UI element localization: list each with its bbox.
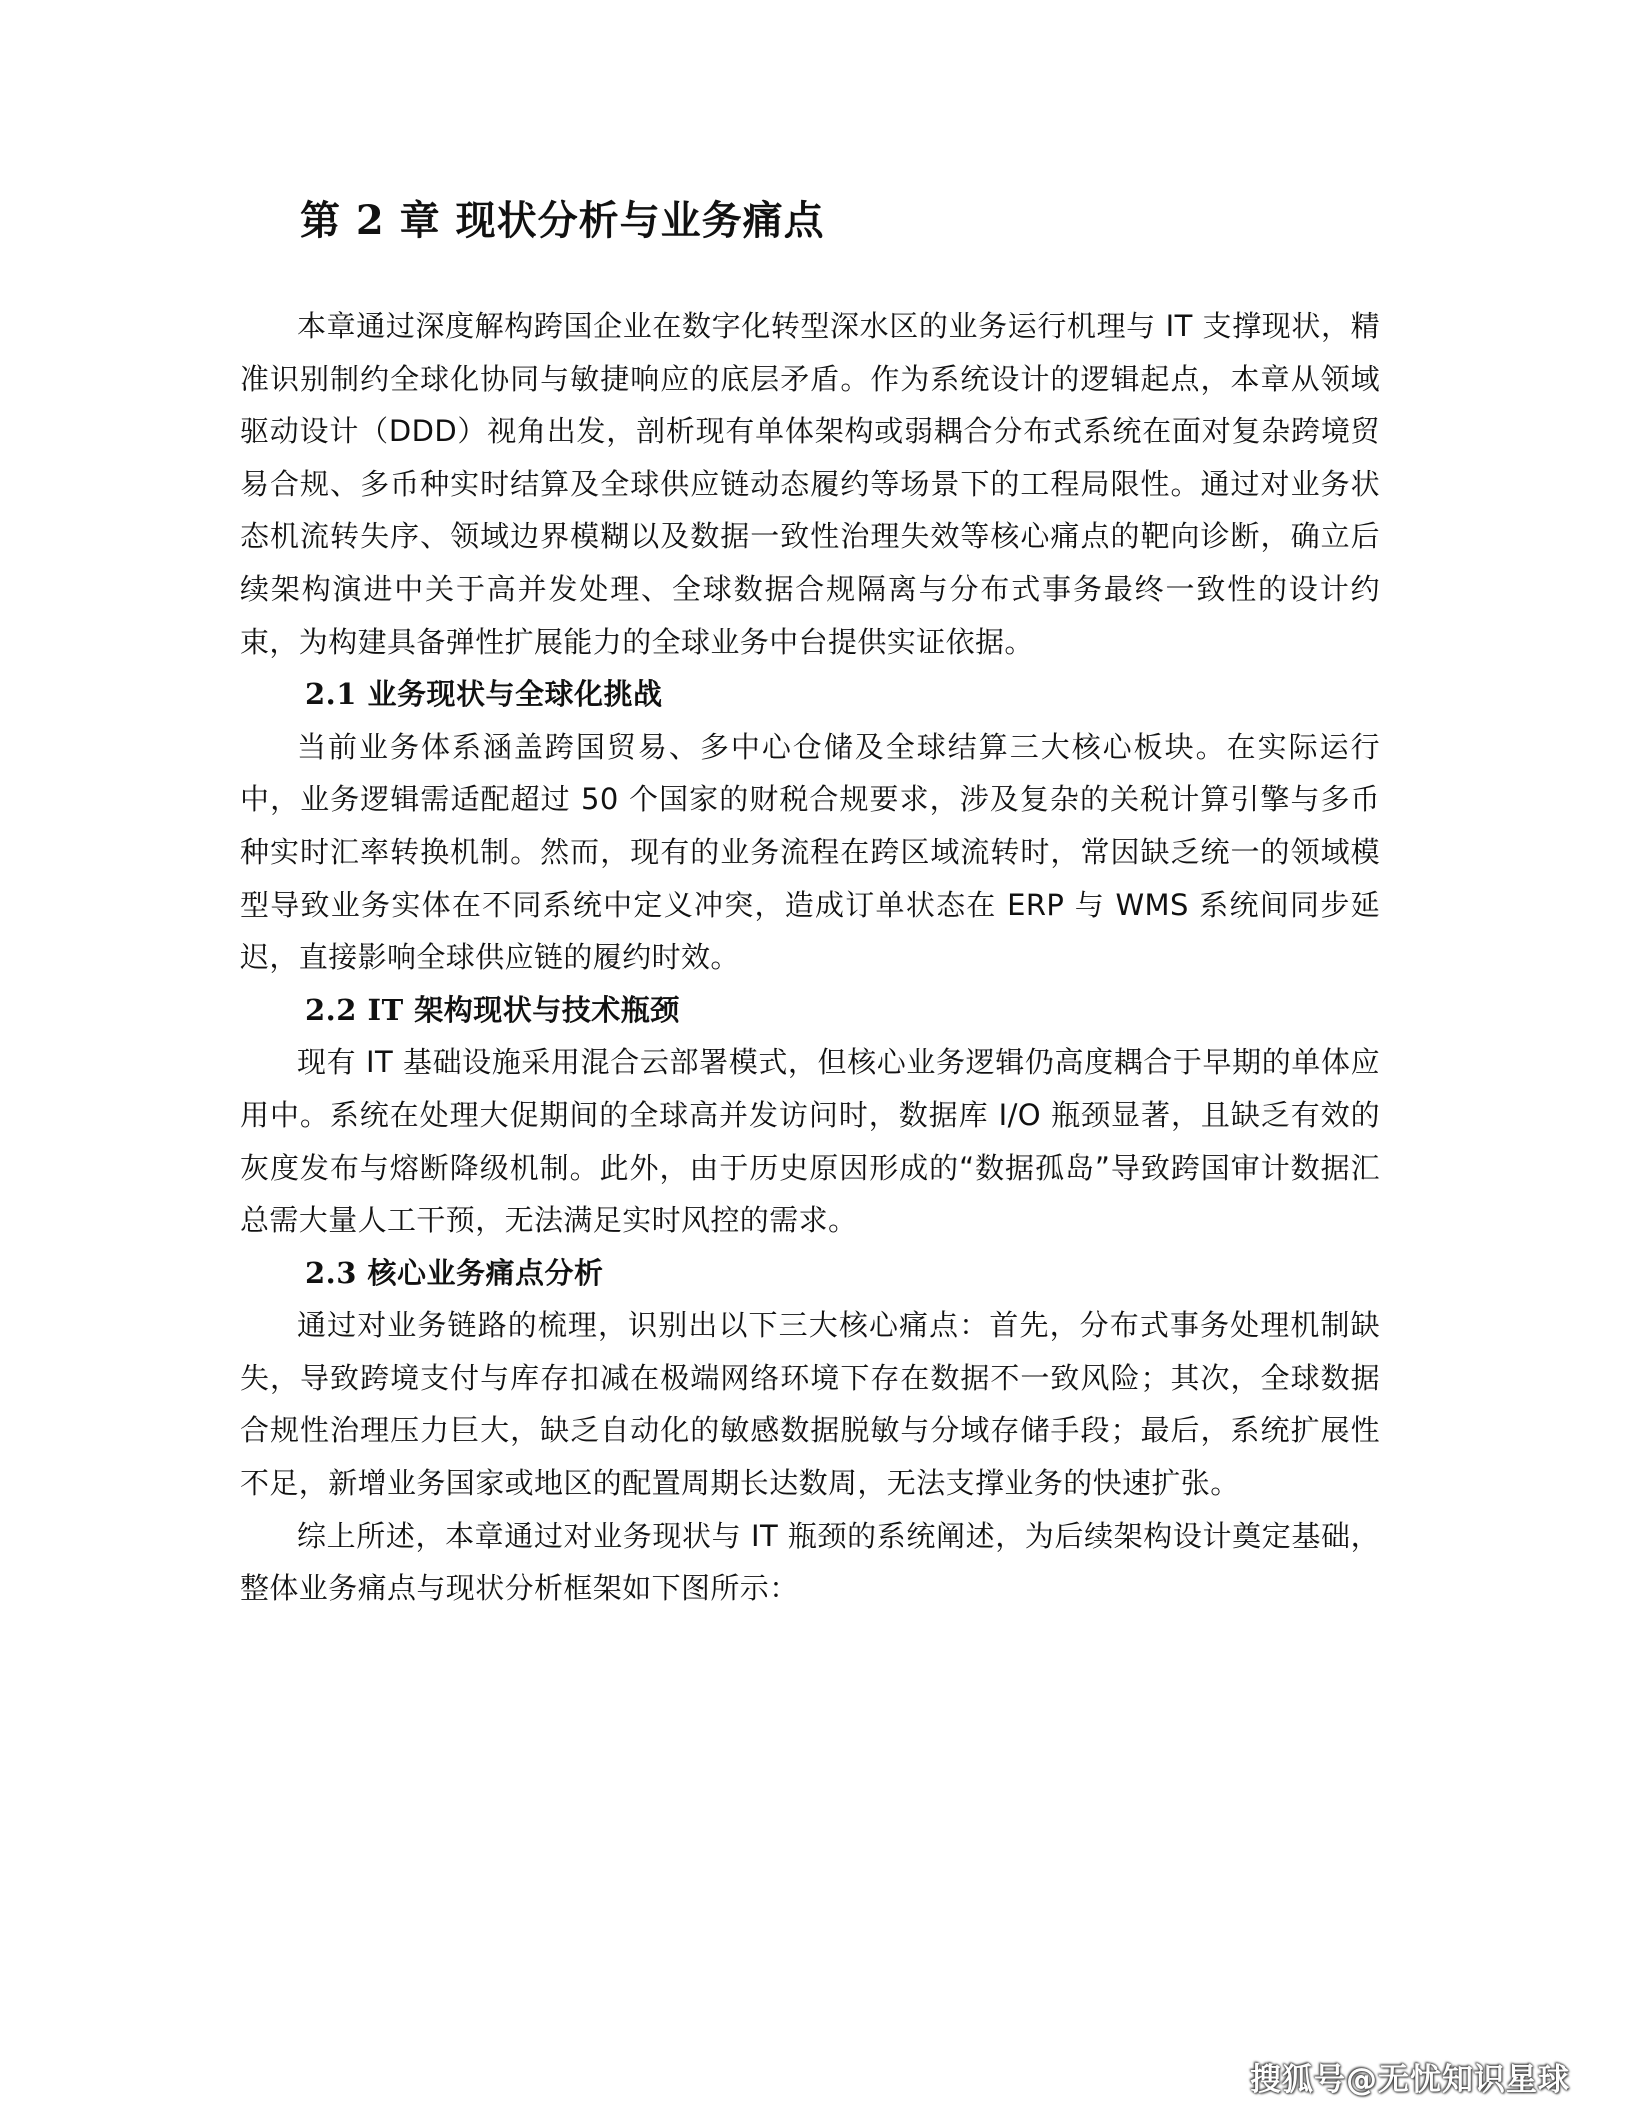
section-2-1-paragraph: 当前业务体系涵盖跨国贸易、多中心仓储及全球结算三大核心板块。在实际运行中，业务逻辑需适配超过 50 个国家的财税合规要求，涉及复杂的关税计算引擎与多币种实时汇率转换机制。然而，现有的业务流程在跨区域流转时，常因缺乏统一的领域模型导致业务实体在不同系统中定义冲突，造成订单状态在 ERP 与 WMS 系统间同步延迟，直接影响全球供应链的履约时效。 bbox=[240, 729, 1380, 975]
chapter-title: 第 2 章 现状分析与业务痛点 bbox=[300, 197, 825, 244]
section-heading-2-3: 2.3 核心业务痛点分析 bbox=[305, 1255, 604, 1290]
section-2-3-paragraph: 通过对业务链路的梳理，识别出以下三大核心痛点：首先，分布式事务处理机制缺失，导致跨境支付与库存扣减在极端网络环境下存在数据不一致风险；其次，全球数据合规性治理压力巨大，缺乏自动化的敏感数据脱敏与分域存储手段；最后，系统扩展性不足，新增业务国家或地区的配置周期长达数周，无法支撑业务的快速扩张。 bbox=[240, 1308, 1380, 1501]
watermark: 搜狐号@无忧知识星球 bbox=[1250, 2062, 1570, 2098]
section-heading-2-1: 2.1 业务现状与全球化挑战 bbox=[305, 677, 663, 712]
document-body bbox=[240, 300, 1380, 1615]
intro-paragraph: 本章通过深度解构跨国企业在数字化转型深水区的业务运行机理与 IT 支撑现状，精准识别制约全球化协同与敏捷响应的底层矛盾。作为系统设计的逻辑起点，本章从领域驱动设计（DDD）视角出发，剖析现有单体架构或弱耦合分布式系统在面对复杂跨境贸易合规、多币种实时结算及全球供应链动态履约等场景下的工程局限性。通过对业务状态机流转失序、领域边界模糊以及数据一致性治理失效等核心痛点的靶向诊断，确立后续架构演进中关于高并发处理、全球数据合规隔离与分布式事务最终一致性的设计约束，为构建具备弹性扩展能力的全球业务中台提供实证依据。 bbox=[240, 309, 1380, 659]
conclusion-paragraph: 综上所述，本章通过对业务现状与 IT 瓶颈的系统阐述，为后续架构设计奠定基础，整体业务痛点与现状分析框架如下图所示： bbox=[240, 1518, 1380, 1606]
section-heading-2-2: 2.2 IT 架构现状与技术瓶颈 bbox=[305, 992, 680, 1027]
section-2-2-paragraph: 现有 IT 基础设施采用混合云部署模式，但核心业务逻辑仍高度耦合于早期的单体应用中。系统在处理大促期间的全球高并发访问时，数据库 I/O 瓶颈显著，且缺乏有效的灰度发布与熔断降级机制。此外，由于历史原因形成的“数据孤岛”导致跨国审计数据汇总需大量人工干预，无法满足实时风控的需求。 bbox=[240, 1045, 1380, 1238]
